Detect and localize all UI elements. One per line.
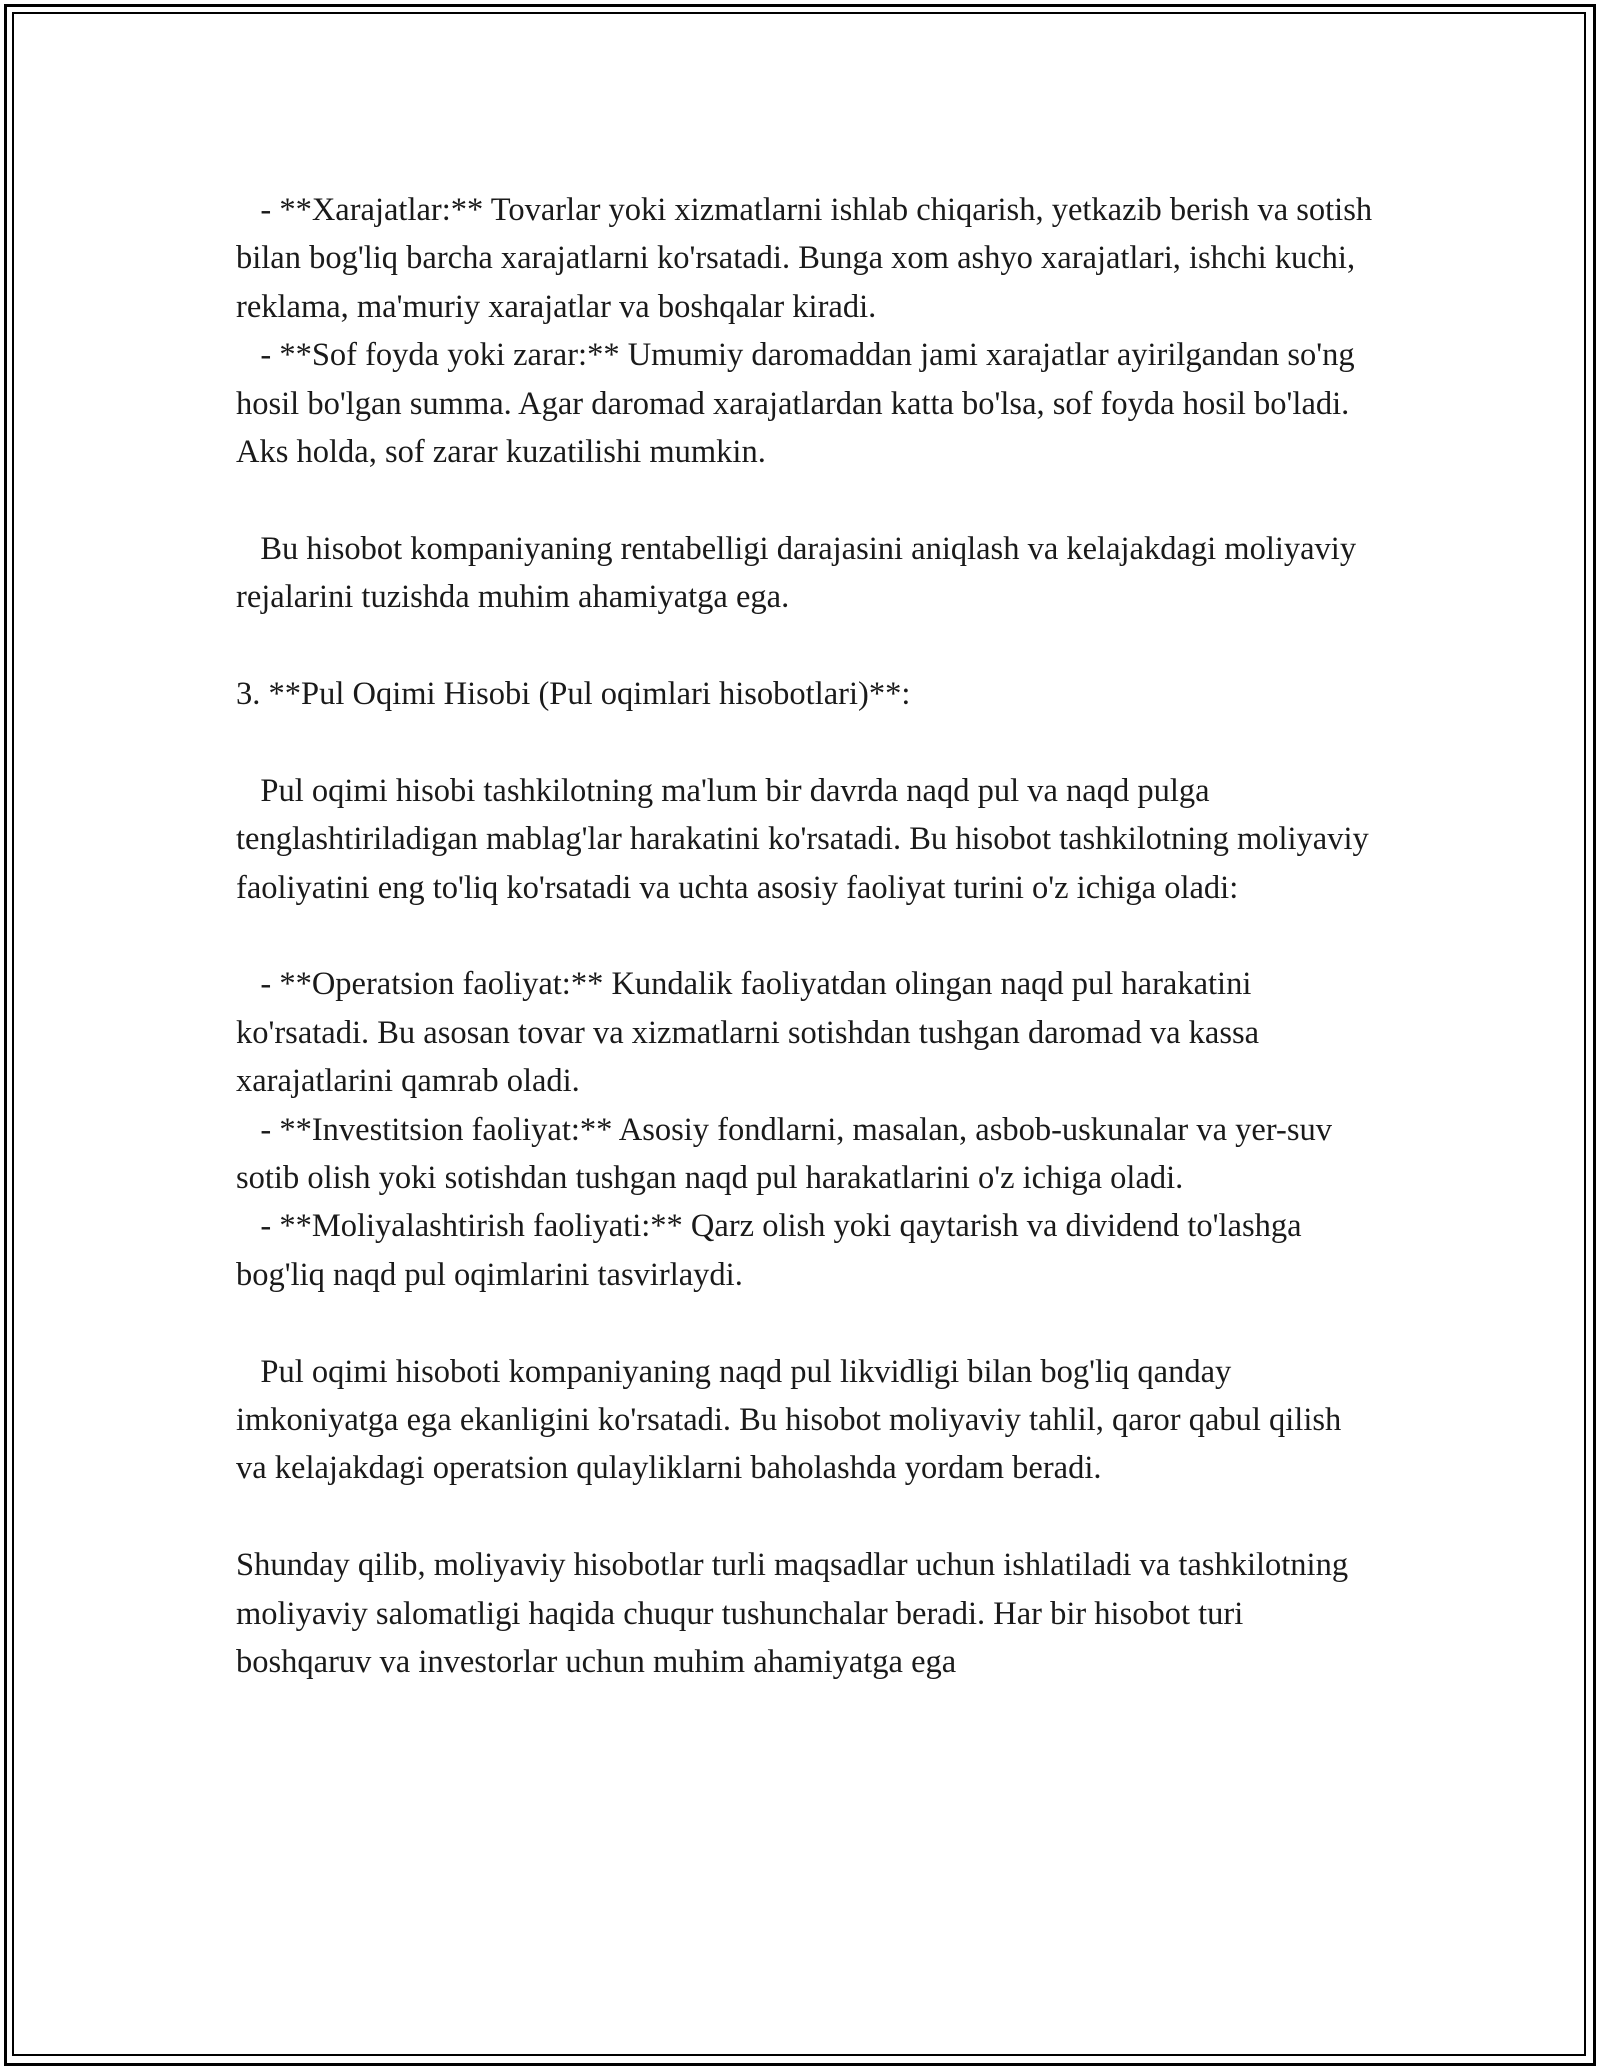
paragraph-rentabellik: Bu hisobot kompaniyaning rentabelligi darajasini aniqlash va kelajakdagi moliyaviy rejalarini tuzishda muhim ahamiyatga ega.	[236, 530, 1365, 616]
paragraph-sof-foyda: - **Sof foyda yoki zarar:** Umumiy daromaddan jami xarajatlar ayirilgandan so'ng hosil bo'lgan summa. Agar daromad xarajatlardan katta bo'lsa, sof foyda hosil bo'ladi. Aks holda, sof zarar kuzatilishi mumkin.	[236, 337, 1363, 471]
paragraph-investitsion: - **Investitsion faoliyat:** Asosiy fondlarni, masalan, asbob-uskunalar va yer-suv sotib olish yoki sotishdan tushgan naqd pul harakatlarini o'z ichiga oladi.	[236, 1111, 1341, 1197]
blank-line	[236, 622, 1376, 670]
paragraph-xarajatlar: - **Xarajatlar:** Tovarlar yoki xizmatlarni ishlab chiqarish, yetkazib berish va sotish bilan bog'liq barcha xarajatlarni ko'rsatadi. Bunga xom ashyo xarajatlari, ishchi kuchi, reklama, ma'muriy xarajatlar va boshqalar kiradi.	[236, 192, 1381, 325]
blank-line	[236, 1493, 1376, 1541]
blank-line	[236, 476, 1376, 524]
paragraph-moliyalashtirish: - **Moliyalashtirish faoliyati:** Qarz olish yoki qaytarish va dividend to'lashga bog'liq naqd pul oqimlarini tasvirlaydi.	[236, 1208, 1310, 1293]
document-body	[236, 186, 1381, 1687]
paragraph-likvidlik: Pul oqimi hisoboti kompaniyaning naqd pul likvidligi bilan bog'liq qanday imkoniyatga ega ekanligini ko'rsatadi. Bu hisobot moliyaviy tahlil, qaror qabul qilish va kelajakdagi operatsion qulayliklarni baholashda yordam beradi.	[236, 1353, 1350, 1487]
blank-line	[236, 912, 1376, 960]
blank-line	[236, 1299, 1376, 1347]
paragraph-pul-oqimi-intro: Pul oqimi hisobi tashkilotning ma'lum bir davrda naqd pul va naqd pulga tenglashtiriladigan mablag'lar harakatini ko'rsatadi. Bu hisobot tashkilotning moliyaviy faoliyatini eng to'liq ko'rsatadi va uchta asosiy faoliyat turini o'z ichiga oladi:	[236, 772, 1377, 906]
section-heading-pul-oqimi: 3. **Pul Oqimi Hisobi (Pul oqimlari hisobotlari)**:	[236, 676, 911, 713]
paragraph-operatsion: - **Operatsion faoliyat:** Kundalik faoliyatdan olingan naqd pul harakatini ko'rsatadi. Bu asosan tovar va xizmatlarni sotishdan tushgan daromad va kassa xarajatlarini qamrab oladi.	[236, 966, 1268, 1100]
blank-line	[236, 718, 1376, 766]
paragraph-xulosa: Shunday qilib, moliyaviy hisobotlar turli maqsadlar uchun ishlatiladi va tashkilotning moliyaviy salomatligi haqida chuqur tushunchalar beradi. Har bir hisobot turi boshqaruv va investorlar uchun muhim ahamiyatga ega	[236, 1547, 1357, 1681]
